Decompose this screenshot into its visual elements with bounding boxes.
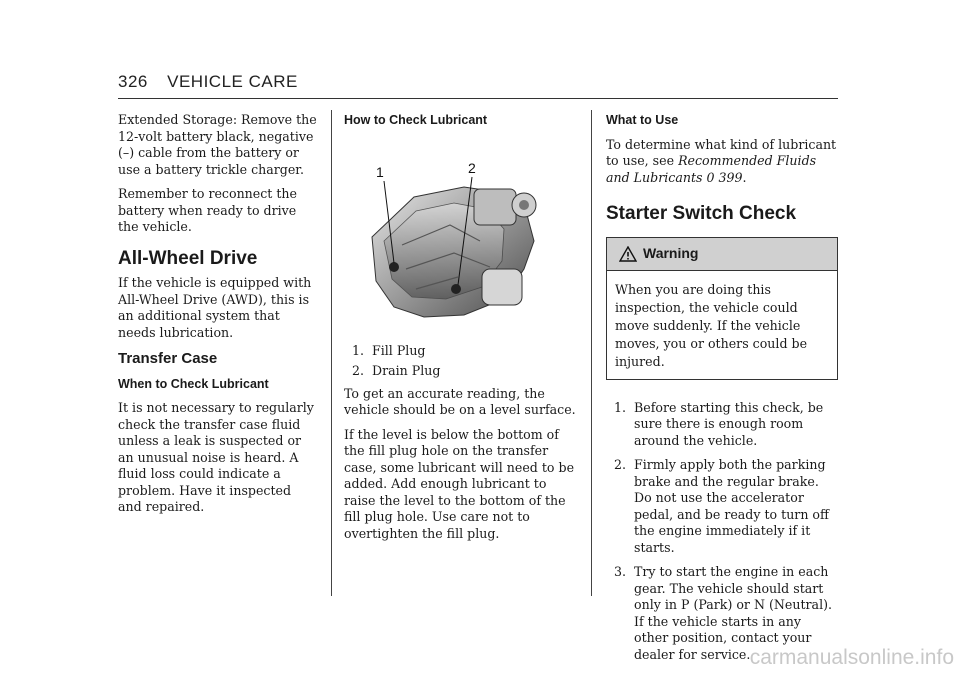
paragraph: If the level is below the bottom of the fill plug hole on the transfer case, some lubricant will need to be added. Add enough lubricant to raise the level to the bottom of the fill plug hole. Use care not to overtighten the fill plug. <box>344 426 575 541</box>
column-right <box>606 112 838 671</box>
watermark: carmanualsonline.info <box>749 646 954 669</box>
page-number: 326 <box>118 72 148 91</box>
cross-reference-link[interactable]: Recommended Fluids and Lubricants <box>606 153 817 185</box>
header-rule <box>118 98 838 99</box>
paragraph: To get an accurate reading, the vehicle should be on a level surface. <box>344 385 576 417</box>
list-item: 2. Firmly apply both the parking brake and the regular brake. Do not use the accelerator pedal, and be ready to turn off the engine immediately if it starts. <box>614 457 829 555</box>
warning-box <box>606 237 838 380</box>
column-left <box>118 112 318 524</box>
list-item: 3. Try to start the engine in each gear. The vehicle should start only in P (Park) or N (Neutral). If the vehicle starts in any other position, contact your dealer for service. <box>614 564 833 662</box>
figure-callout-1: 1 <box>376 163 384 180</box>
paragraph: If the vehicle is equipped with All-Wheel Drive (AWD), this is an additional system that needs lubrication. <box>118 275 312 340</box>
heading-when-to-check: When to Check Lubricant <box>118 376 269 391</box>
heading-how-to-check: How to Check Lubricant <box>344 113 488 127</box>
warning-body: When you are doing this inspection, the vehicle could move suddenly. If the vehicle moves, you or others could be injured. <box>615 281 808 369</box>
transfer-case-icon <box>354 149 544 339</box>
heading-transfer-case: Transfer Case <box>118 350 218 367</box>
list-item: 1. Fill Plug <box>352 342 426 358</box>
page-header <box>118 72 298 92</box>
figure-legend <box>344 343 580 380</box>
paragraph: Remember to reconnect the battery when ready to drive the vehicle. <box>118 186 297 234</box>
warning-triangle-icon <box>619 246 637 262</box>
list-item: 1. Before starting this check, be sure there is enough room around the vehicle. <box>614 399 824 448</box>
list-item: 2. Drain Plug <box>352 363 441 378</box>
figure-callout-2: 2 <box>468 159 476 176</box>
warning-title: Warning <box>643 245 699 262</box>
steps-list <box>606 400 838 664</box>
heading-what-to-use: What to Use <box>606 113 679 127</box>
heading-all-wheel-drive: All-Wheel Drive <box>118 247 258 269</box>
paragraph: To determine what kind of lubricant to use, see Recommended Fluids and Lubricants 0 399. <box>606 136 837 185</box>
paragraph: Extended Storage: Remove the 12-volt battery black, negative (–) cable from the battery or use a battery trickle charger. <box>118 112 317 177</box>
page-reference[interactable]: 0 399 <box>706 169 743 185</box>
column-divider <box>591 110 592 596</box>
transfer-case-illustration <box>354 149 544 339</box>
paragraph: It is not necessary to regularly check the transfer case fluid unless a leak is suspected or an unusual noise is heard. A fluid loss could indicate a problem. Have it inspected and repaired. <box>118 400 314 514</box>
warning-header <box>607 238 837 271</box>
heading-starter-switch-check: Starter Switch Check <box>606 203 797 224</box>
column-divider <box>331 110 332 596</box>
column-middle <box>344 112 580 550</box>
section-title: VEHICLE CARE <box>167 72 298 91</box>
